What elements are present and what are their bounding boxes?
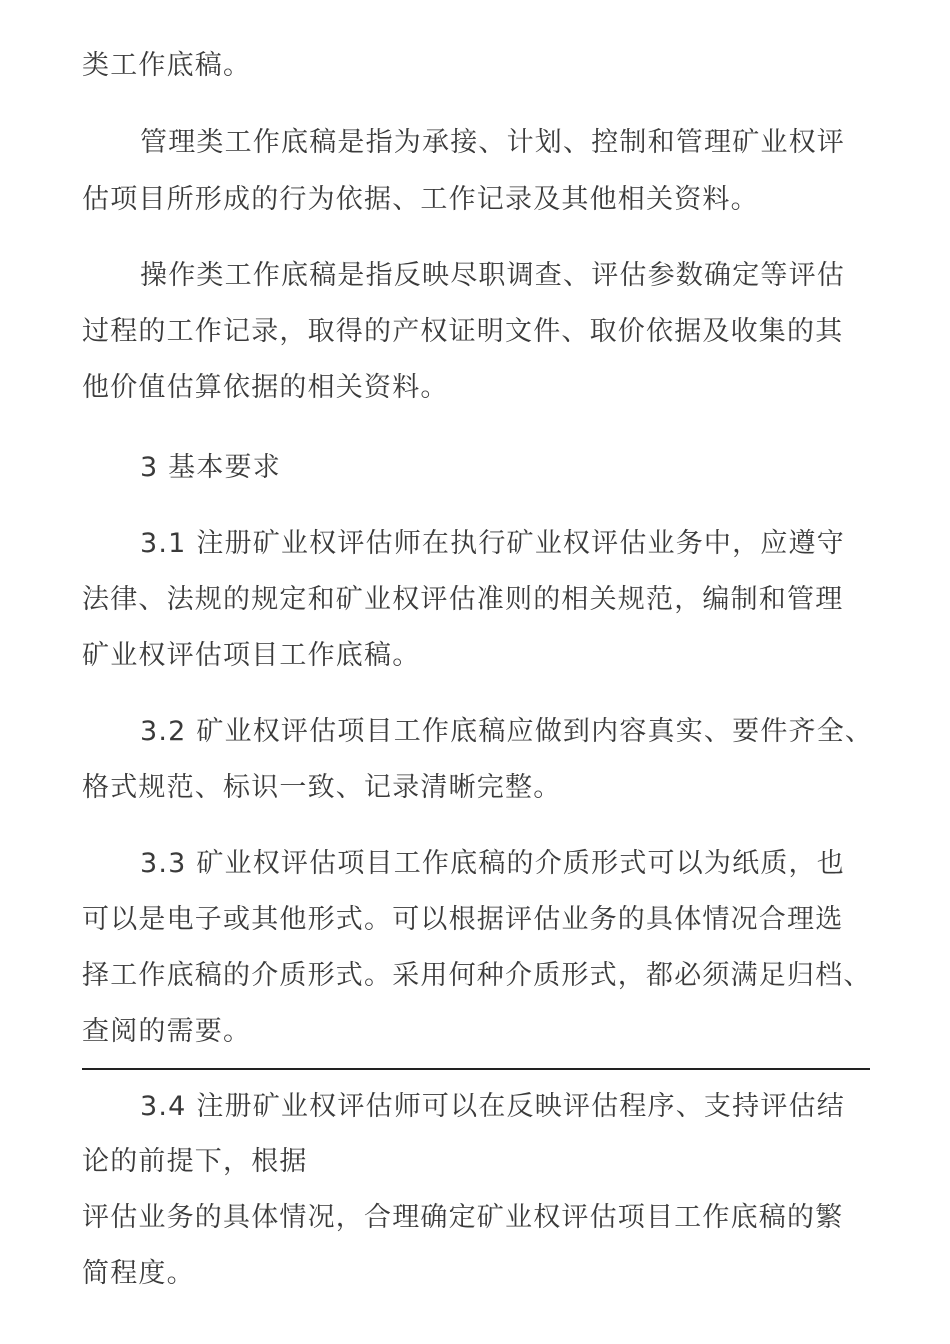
text-line: 过程的工作记录，取得的产权证明文件、取价依据及收集的其 (82, 316, 844, 347)
text-line: 评估业务的具体情况，合理确定矿业权评估项目工作底稿的繁 (82, 1202, 844, 1233)
text-line: 简程度。 (82, 1258, 195, 1289)
text-line: 矿业权评估项目工作底稿。 (82, 640, 421, 671)
text-line: 管理类工作底稿是指为承接、计划、控制和管理矿业权评 (140, 127, 845, 158)
text-line: 3.2 矿业权评估项目工作底稿应做到内容真实、要件齐全、 (140, 716, 874, 747)
text-line: 查阅的需要。 (82, 1016, 252, 1047)
text-line: 3.3 矿业权评估项目工作底稿的介质形式可以为纸质，也 (140, 848, 845, 879)
text-line: 论的前提下，根据 (82, 1146, 308, 1177)
text-line: 3.1 注册矿业权评估师在执行矿业权评估业务中，应遵守 (140, 528, 845, 559)
text-line: 可以是电子或其他形式。可以根据评估业务的具体情况合理选 (82, 904, 844, 935)
text-line: 3.4 注册矿业权评估师可以在反映评估程序、支持评估结 (140, 1091, 845, 1122)
text-line: 他价值估算依据的相关资料。 (82, 372, 449, 403)
text-line: 择工作底稿的介质形式。采用何种介质形式，都必须满足归档、 (82, 960, 872, 991)
text-line: 估项目所形成的行为依据、工作记录及其他相关资料。 (82, 184, 759, 215)
text-line: 法律、法规的规定和矿业权评估准则的相关规范，编制和管理 (82, 584, 844, 615)
text-line: 类工作底稿。 (82, 50, 252, 81)
page-divider (82, 1068, 870, 1070)
text-line: 格式规范、标识一致、记录清晰完整。 (82, 772, 562, 803)
text-line: 操作类工作底稿是指反映尽职调查、评估参数确定等评估 (140, 260, 845, 291)
section-heading: 3 基本要求 (140, 452, 281, 483)
